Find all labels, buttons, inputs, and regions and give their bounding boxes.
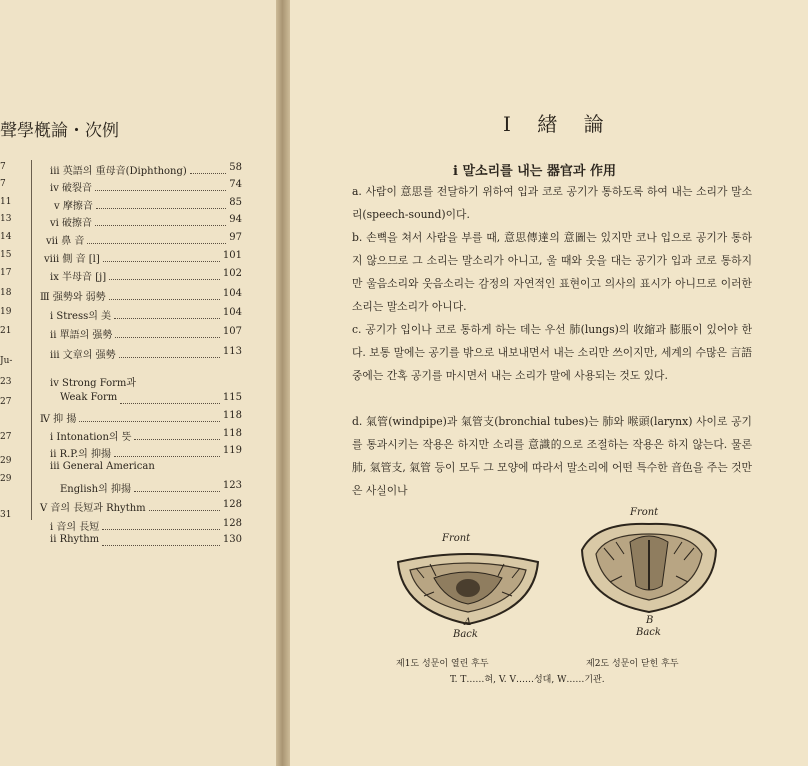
running-header: 聲學槪論・次例 bbox=[0, 121, 119, 141]
paragraph-b: b. 손뼉을 쳐서 사람을 부를 때, 意思傳達의 意圖는 있지만 코나 입으로 공기가 통하지 않으므로 그 소리는 말소리가 아니고, 울 때와 웃을 대는 공기가 입과 코로 통하지만 울음소리와 웃음소리는 감정의 자연적인 표현이고 의사의 표시가 아니므로 이러한 소리는 말소리가 아니다. bbox=[352, 231, 752, 313]
toc-entry bbox=[40, 480, 242, 496]
toc-entry bbox=[40, 534, 242, 550]
toc-entry-page: 123 bbox=[222, 480, 242, 491]
figure-1-letter: A bbox=[464, 617, 472, 628]
toc-entry-page: 97 bbox=[229, 232, 242, 243]
toc-entry bbox=[40, 461, 242, 477]
page-number: 27 bbox=[0, 432, 12, 442]
toc-entry-page: 118 bbox=[222, 428, 242, 439]
toc-entry-page: 113 bbox=[222, 346, 242, 357]
toc-leader-dots bbox=[109, 278, 220, 280]
page-number: 31 bbox=[0, 510, 12, 520]
toc-entry-label: vi 破擦音 bbox=[50, 218, 93, 229]
toc-leader-dots bbox=[115, 336, 220, 338]
toc-entry bbox=[40, 307, 242, 323]
left-page bbox=[0, 0, 276, 766]
toc-leader-dots bbox=[102, 544, 220, 546]
toc-entry bbox=[40, 179, 242, 195]
toc-entry-page: 107 bbox=[222, 326, 242, 337]
larynx-closed-figure bbox=[576, 520, 722, 616]
page-number: 7 bbox=[0, 179, 6, 189]
toc-entry bbox=[40, 232, 242, 248]
toc-leader-dots bbox=[95, 224, 226, 226]
toc-entry bbox=[40, 499, 242, 515]
toc-entry-label: iv Strong Form과 bbox=[50, 378, 137, 389]
toc-leader-dots bbox=[109, 298, 220, 300]
toc-leader-dots bbox=[190, 172, 226, 174]
toc-entry-label: Ⅴ 音의 長短과 Rhythm bbox=[40, 503, 146, 514]
toc-entry-page: 74 bbox=[229, 179, 242, 190]
toc-entry-label: ii R.P.의 抑揚 bbox=[50, 449, 112, 460]
toc-entry-label: ii 單語의 强勢 bbox=[50, 330, 113, 341]
paragraph-d: d. 氣管(windpipe)과 氣管支(bronchial tubes)는 肺와 喉頭(larynx) 사이로 공기를 통과시키는 작용은 하지만 소리를 意識的으로 조절하는 작용은 하지 않는다. 물론 肺, 氣管支, 氣管 등이 모두 그 모양에 따라서 말소리에 어떤 특수한 音色을 주는 것만은 사실이나 bbox=[352, 415, 752, 497]
toc-entry bbox=[40, 518, 242, 534]
toc-entry-label: iii 文章의 强勢 bbox=[50, 350, 116, 361]
toc-entry bbox=[40, 410, 242, 426]
toc-entry-page: 115 bbox=[222, 392, 242, 403]
toc-entry bbox=[40, 445, 242, 461]
column-divider bbox=[31, 160, 32, 520]
toc-entry-label: Ⅲ 强勢와 弱勢 bbox=[40, 292, 106, 303]
toc-entry-label: v 摩擦音 bbox=[54, 201, 93, 212]
toc-entry bbox=[40, 392, 242, 408]
toc-entry-page: 102 bbox=[222, 268, 242, 279]
toc-entry bbox=[40, 428, 242, 444]
figure-2-caption: 제2도 성문이 닫힌 후두 bbox=[586, 659, 679, 669]
paragraph-c: c. 공기가 입이나 코로 통하게 하는 데는 우선 肺(lungs)의 收縮과 膨脹이 있어야 한다. 보통 말에는 공기를 밖으로 내보내면서 내는 소리만 쓰이지만, 세계의 수많은 言語 중에는 간혹 공기를 마시면서 내는 소리가 말에 사용되는 것도 있다. bbox=[352, 323, 752, 382]
toc-leader-dots bbox=[114, 317, 220, 319]
figure-1-front-label: Front bbox=[442, 533, 471, 544]
toc-entry-page: 119 bbox=[222, 445, 242, 456]
toc-entry-page: 104 bbox=[222, 307, 242, 318]
figure-2-back-label: Back bbox=[636, 627, 661, 638]
figure-1-caption: 제1도 성문이 열린 후두 bbox=[396, 659, 489, 669]
toc-entry-label: i Intonation의 뜻 bbox=[50, 432, 132, 443]
toc-entry-label: vii 鼻 音 bbox=[46, 236, 85, 247]
page-number: 15 bbox=[0, 250, 12, 260]
page-number: 29 bbox=[0, 456, 12, 466]
figure-legend: T. T……혀, V. V……성대, W……기관. bbox=[450, 675, 605, 685]
toc-leader-dots bbox=[149, 509, 220, 511]
toc-leader-dots bbox=[95, 189, 226, 191]
page-number: 17 bbox=[0, 268, 12, 278]
toc-entry bbox=[40, 326, 242, 342]
toc-entry-label: Weak Form bbox=[60, 392, 118, 403]
toc-leader-dots bbox=[120, 402, 220, 404]
section-title: i 말소리를 내는 器官과 作用 bbox=[453, 164, 616, 179]
page-number: 21 bbox=[0, 326, 12, 336]
page-number: 27 bbox=[0, 397, 12, 407]
toc-leader-dots bbox=[103, 260, 220, 262]
toc-entry-page: 130 bbox=[222, 534, 242, 545]
toc-entry-page: 58 bbox=[229, 162, 242, 173]
page-number: 19 bbox=[0, 307, 12, 317]
toc-entry-label: ii Rhythm bbox=[50, 534, 100, 545]
toc-leader-dots bbox=[102, 528, 220, 530]
toc-leader-dots bbox=[134, 438, 220, 440]
toc-entry bbox=[40, 197, 242, 213]
page-number: 7 bbox=[0, 162, 6, 172]
book-gutter bbox=[276, 0, 290, 766]
paragraph-a: a. 사람이 意思를 전달하기 위하여 입과 코로 공기가 통하도록 하여 내는 소리가 말소리(speech-sound)이다. bbox=[352, 185, 752, 221]
toc-leader-dots bbox=[79, 420, 220, 422]
chapter-title: Ⅰ 緖 論 bbox=[503, 112, 614, 136]
toc-entry-label: iii General American bbox=[50, 461, 155, 472]
figure-1-back-label: Back bbox=[453, 629, 478, 640]
toc-entry-page: 128 bbox=[222, 499, 242, 510]
page-number: 29 bbox=[0, 474, 12, 484]
toc-entry bbox=[40, 346, 242, 362]
toc-entry-label: Ⅳ 抑 揚 bbox=[40, 414, 77, 425]
toc-entry-label: viii 側 音 [l] bbox=[44, 254, 100, 265]
right-page bbox=[290, 0, 808, 766]
toc-entry-label: iv 破裂音 bbox=[50, 183, 93, 194]
toc-entry-page: 94 bbox=[229, 214, 242, 225]
page-number: Ju- bbox=[0, 356, 13, 366]
toc-entry-label: i Stress의 美 bbox=[50, 311, 112, 322]
toc-entry bbox=[40, 374, 242, 390]
toc-entry-label: i 音의 長短 bbox=[50, 522, 100, 533]
toc-entry-page: 128 bbox=[222, 518, 242, 529]
page-number: 18 bbox=[0, 288, 12, 298]
toc-entry bbox=[40, 162, 242, 178]
page-number: 23 bbox=[0, 377, 12, 387]
toc-entry bbox=[40, 250, 242, 266]
toc-entry-label: iii 英語의 重母音(Diphthong) bbox=[50, 166, 187, 177]
page-number: 11 bbox=[0, 197, 12, 207]
toc-leader-dots bbox=[119, 356, 220, 358]
toc-leader-dots bbox=[87, 242, 226, 244]
page-number: 13 bbox=[0, 214, 12, 224]
toc-entry-page: 118 bbox=[222, 410, 242, 421]
toc-entry-page: 85 bbox=[229, 197, 242, 208]
toc-leader-dots bbox=[96, 207, 226, 209]
toc-leader-dots bbox=[114, 455, 220, 457]
figure-2-letter: B bbox=[646, 615, 654, 626]
toc-entry-page: 104 bbox=[222, 288, 242, 299]
toc-leader-dots bbox=[134, 490, 220, 492]
larynx-open-figure bbox=[394, 548, 542, 628]
toc-entry-label: English의 抑揚 bbox=[60, 484, 131, 495]
toc-entry bbox=[40, 214, 242, 230]
toc-entry-label: ix 半母音 [j] bbox=[50, 272, 107, 283]
page-number: 14 bbox=[0, 232, 12, 242]
figure-2-front-label: Front bbox=[630, 507, 659, 518]
toc-entry bbox=[40, 268, 242, 284]
toc-entry-page: 101 bbox=[222, 250, 242, 261]
toc-entry bbox=[40, 288, 242, 304]
